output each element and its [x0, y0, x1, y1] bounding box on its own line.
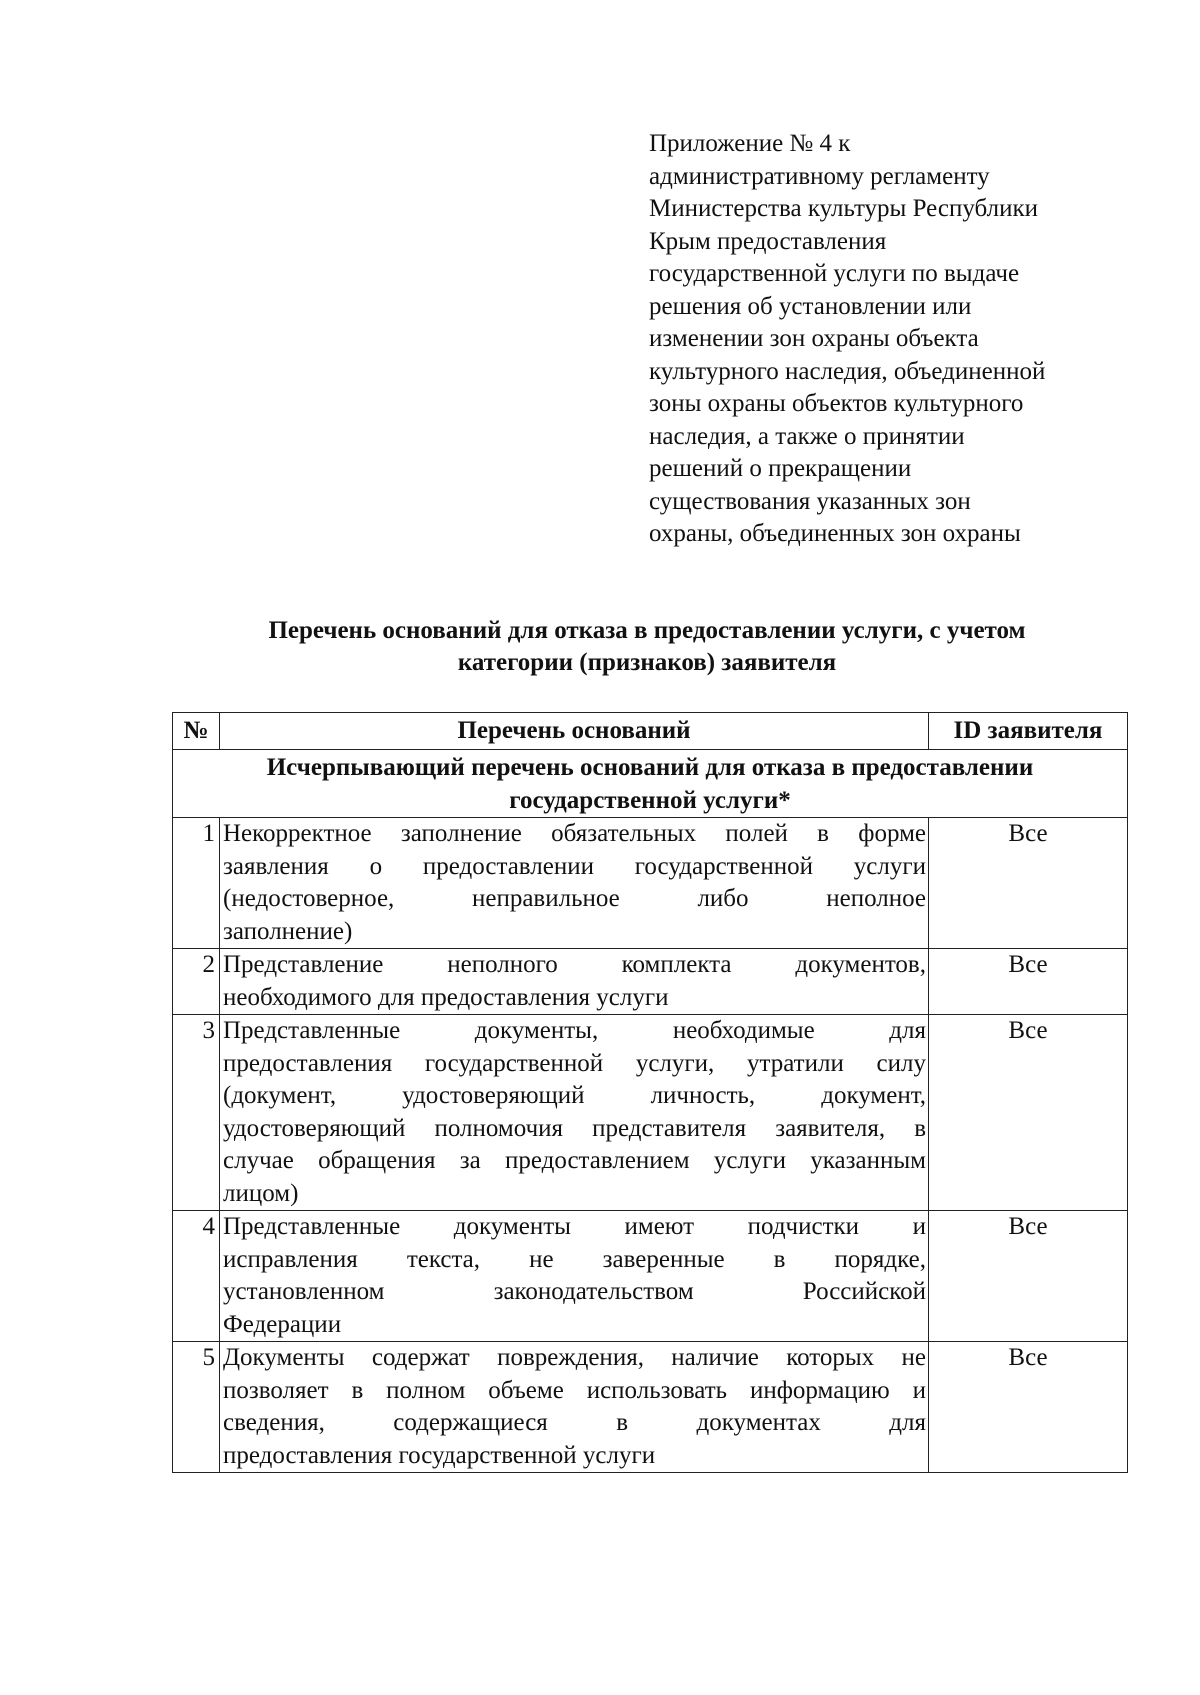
row-reason — [220, 818, 929, 949]
row-num: 1 — [173, 818, 220, 949]
reason-line: установленном законодательством Российской — [223, 1278, 926, 1305]
reason-line: Представленные документы имеют подчистки и — [223, 1213, 926, 1240]
reason-line: заявления о предоставлении государственной услуги — [223, 852, 926, 880]
reason-line: удостоверяющий полномочия представителя заявителя, в — [223, 1114, 926, 1142]
reason-line: Некорректное заполнение обязательных полей в форме — [223, 820, 926, 847]
row-applicant: Все — [929, 1211, 1128, 1342]
table-subheader-row — [173, 750, 1128, 818]
reason-line: Представленные документы, необходимые для — [223, 1017, 926, 1044]
row-reason — [220, 1342, 929, 1473]
annex-line: решений о прекращении — [649, 455, 912, 482]
annex-line: Приложение № 4 к — [649, 130, 851, 157]
reason-line: Представление неполного комплекта документов, — [223, 951, 926, 978]
refusal-grounds-table — [172, 712, 1128, 1473]
subheader-line-1: Исчерпывающий перечень оснований для отказа в предоставлении — [266, 754, 1034, 781]
reason-line: заполнение) — [223, 917, 353, 945]
row-num: 3 — [173, 1015, 220, 1211]
table-row — [173, 818, 1128, 949]
reason-line: случае обращения за предоставлением услуги указанным — [223, 1147, 926, 1174]
annex-line: Крым предоставления — [649, 227, 887, 255]
reason-line: Документы содержат повреждения, наличие которых не — [223, 1344, 926, 1371]
annex-line: зоны охраны объектов культурного — [649, 390, 1024, 417]
row-reason — [220, 949, 929, 1015]
row-reason — [220, 1015, 929, 1211]
header-num: № — [173, 713, 220, 750]
reason-line: (недостоверное, неправильное либо неполное — [223, 885, 926, 912]
annex-line: административному регламенту — [649, 162, 990, 190]
table-header-row — [173, 713, 1128, 750]
table-row — [173, 949, 1128, 1015]
annex-line: наследия, а также о принятии — [649, 422, 965, 450]
row-num: 2 — [173, 949, 220, 1015]
row-applicant: Все — [929, 949, 1128, 1015]
annex-line: решения об установлении или — [649, 292, 972, 320]
annex-line: охраны, объединенных зон охраны — [649, 520, 1021, 547]
reason-line: позволяет в полном объеме использовать информацию и — [223, 1376, 926, 1404]
table-row — [173, 1342, 1128, 1473]
table-row — [173, 1015, 1128, 1211]
reason-line: (документ, удостоверяющий личность, документ, — [223, 1082, 926, 1109]
reason-line: исправления текста, не заверенные в порядке, — [223, 1245, 926, 1273]
row-applicant: Все — [929, 818, 1128, 949]
annex-line: существования указанных зон — [649, 487, 971, 515]
row-reason — [220, 1211, 929, 1342]
table-row — [173, 1211, 1128, 1342]
title-line-2: категории (признаков) заявителя — [457, 649, 837, 676]
reason-line: предоставления государственной услуги, утратили силу — [223, 1049, 926, 1077]
reason-line: Федерации — [223, 1310, 342, 1338]
row-num: 5 — [173, 1342, 220, 1473]
row-applicant: Все — [929, 1015, 1128, 1211]
table-subheader — [173, 750, 1128, 818]
row-applicant: Все — [929, 1342, 1128, 1473]
document-title — [170, 615, 1124, 679]
reason-line: предоставления государственной услуги — [223, 1441, 656, 1469]
header-grounds: Перечень оснований — [220, 713, 929, 750]
annex-line: культурного наследия, объединенной — [649, 357, 1046, 385]
annex-line: государственной услуги по выдаче — [649, 260, 1020, 287]
subheader-line-2: государственной услуги* — [509, 786, 791, 814]
reason-line: лицом) — [223, 1179, 299, 1207]
reason-line: сведения, содержащиеся в документах для — [223, 1409, 926, 1436]
annex-line: изменении зон охраны объекта — [649, 325, 979, 352]
header-applicant-id: ID заявителя — [929, 713, 1128, 750]
annex-line: Министерства культуры Республики — [649, 195, 1039, 222]
reason-line: необходимого для предоставления услуги — [223, 983, 669, 1011]
title-line-1: Перечень оснований для отказа в предоставлении услуги, с учетом — [268, 617, 1026, 644]
annex-note — [649, 128, 1119, 551]
row-num: 4 — [173, 1211, 220, 1342]
